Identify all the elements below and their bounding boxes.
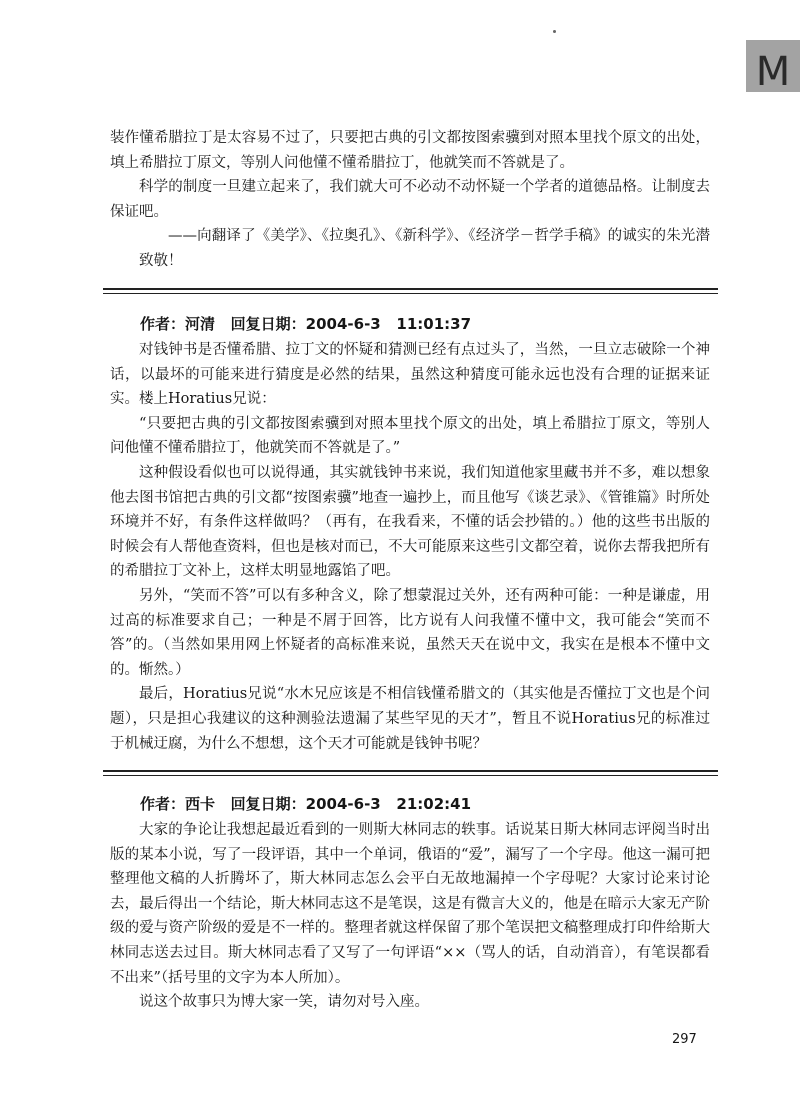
- paragraph: 另外，“笑而不答”可以有多种含义，除了想蒙混过关外，还有两种可能：一种是谦虚，用过高的标准要求自己；一种是不屑于回答，比方说有人问我懂不懂中文，我可能会“笑而不答”的。（当然如果用网上怀疑者的高标准来说，虽然天天在说中文，我实在是根本不懂中文的。惭然。）: [110, 587, 710, 678]
- quote-paragraph: “只要把古典的引文都按图索骥到对照本里找个原文的出处，填上希腊拉丁原文，等别人问他懂不懂希腊拉丁，他就笑而不答就是了。”: [110, 415, 710, 457]
- paragraph: 说这个故事只为博大家一笑，请勿对号入座。: [139, 994, 429, 1011]
- dedication: ——向翻译了《美学》、《拉奥孔》、《新科学》、《经济学－哲学手稿》的诚实的朱光潜致敬！: [139, 228, 710, 269]
- divider: [103, 770, 718, 772]
- paragraph: 大家的争论让我想起最近看到的一则斯大林同志的轶事。话说某日斯大林同志评阅当时出版的某本小说，写了一段评语，其中一个单词，俄语的“爱”，漏写了一个字母。他这一漏可把整理他文稿的人折腾坏了，斯大林同志怎么会平白无故地漏掉一个字母呢？大家讨论来讨论去，最后得出一个结论，斯大林同志这不是笔误，这是有微言大义的，他是在暗示大家无产阶级的爱与资产阶级的爱是不一样的。整理者就这样保留了那个笔误把文稿整理成打印件给斯大林同志送去过目。斯大林同志看了又写了一句评语“××（骂人的话，自动消音），有笔误都看不出来”（括号里的文字为本人所加）。: [110, 822, 710, 986]
- section-tab: M: [746, 40, 800, 92]
- paragraph: 这种假设看似也可以说得通，其实就钱钟书来说，我们知道他家里藏书并不多，难以想象他去图书馆把古典的引文都“按图索骥”地查一遍抄上，而且他写《谈艺录》、《管锥篇》时所处环境并不好，有条件这样做吗？（再有，在我看来，不懂的话会抄错的。）他的这些书出版的时候会有人帮他查资料，但也是核对而已，不大可能原来这些引文都空着，说你去帮我把所有的希腊拉丁文补上，这样太明显地露馅了吧。: [110, 464, 710, 580]
- paragraph: 科学的制度一旦建立起来了，我们就大可不必动不动怀疑一个学者的道德品格。让制度去保证吧。: [110, 179, 710, 220]
- post-body: [110, 338, 710, 756]
- divider: [103, 775, 718, 776]
- post-header: 作者：西卡 回复日期：2004-6-3 21:02:41: [140, 795, 472, 813]
- paragraph: 最后，Horatius兄说“水木兄应该是不相信钱懂希腊文的（其实他是否懂拉丁文也是个问题），只是担心我建议的这种测验法遗漏了某些罕见的天才”，暂且不说Horatius兄的标准过于机械迂腐，为什么不想想，这个天才可能就是钱钟书呢？: [110, 686, 710, 752]
- post-body: [110, 818, 710, 1015]
- top-block: [110, 126, 710, 274]
- scan-speck: [553, 30, 556, 33]
- paragraph: 装作懂希腊拉丁是太容易不过了，只要把古典的引文都按图索骥到对照本里找个原文的出处，填上希腊拉丁原文，等别人问他懂不懂希腊拉丁，他就笑而不答就是了。: [110, 130, 710, 171]
- divider: [103, 293, 718, 294]
- post-header: 作者：河清 回复日期：2004-6-3 11:01:37: [140, 315, 472, 333]
- divider: [103, 288, 718, 290]
- paragraph: 对钱钟书是否懂希腊、拉丁文的怀疑和猜测已经有点过头了，当然，一旦立志破除一个神话，以最坏的可能来进行猜度是必然的结果，虽然这种猜度可能永远也没有合理的证据来证实。楼上Horatius兄说：: [110, 342, 710, 408]
- page-number: 297: [672, 1032, 697, 1047]
